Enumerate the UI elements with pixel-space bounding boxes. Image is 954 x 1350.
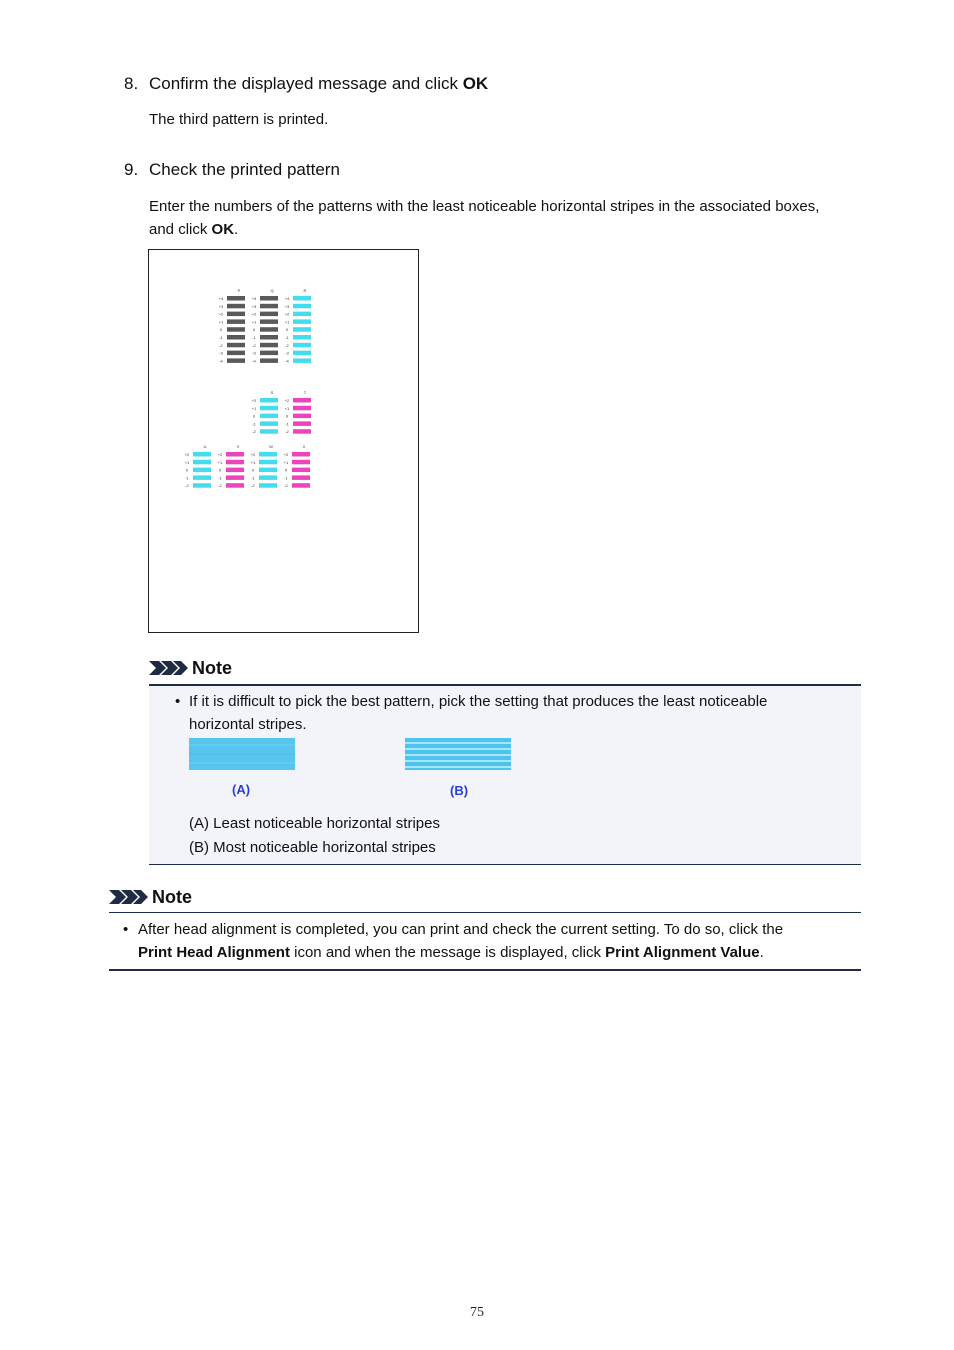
- group-1-pattern-bar: [293, 351, 311, 356]
- group-1-level-label: +2: [251, 311, 257, 317]
- group-3-level-label: 0: [185, 467, 189, 473]
- outer-note-header: [109, 887, 192, 908]
- group-1-level-label: +1: [251, 319, 257, 325]
- group-2-pattern-bar: [260, 406, 278, 411]
- group-1-level-label: -2: [285, 342, 289, 348]
- step-9-body-line1: Enter the numbers of the patterns with the least noticeable horizontal stripes in the associated boxes,: [149, 198, 820, 215]
- outer-note-bottom-rule: [109, 969, 861, 971]
- group-1-pattern-bar: [227, 312, 245, 317]
- group-1-pattern-bar: [293, 304, 311, 309]
- group-2-level-label: +1: [251, 405, 257, 411]
- group-1-level-label: -4: [252, 358, 256, 364]
- group-1-column-letter: R: [303, 288, 307, 293]
- group-2-pattern-bar: [260, 414, 278, 419]
- inner-note-text-line1: If it is difficult to pick the best pattern, pick the setting that produces the least noticeable: [189, 693, 768, 710]
- group-1-pattern-bar: [293, 335, 311, 340]
- swatch-a-least-stripes: [189, 738, 295, 770]
- step-9-body-line2: [149, 218, 869, 241]
- group-3-pattern-bar: [193, 468, 211, 473]
- group-1-level-label: -2: [252, 342, 256, 348]
- group-2-level-label: 0: [285, 413, 289, 419]
- group-3-pattern-bar: [226, 475, 244, 480]
- group-3-column-letter: U: [203, 444, 207, 449]
- group-1-pattern-bar: [227, 335, 245, 340]
- group-3-level-label: -1: [218, 475, 222, 481]
- group-3-level-label: +2: [184, 452, 190, 457]
- step-8-title: [149, 74, 488, 94]
- group-1-level-label: -3: [252, 350, 256, 356]
- group-3-level-label: -1: [185, 475, 189, 481]
- group-1-pattern-bar: [260, 296, 278, 301]
- group-2-pattern-bar: [293, 414, 311, 419]
- group-1-level-label: +4: [218, 296, 224, 301]
- group-1-pattern-bar: [260, 358, 278, 363]
- group-1-level-label: -3: [219, 350, 223, 356]
- step-9-body-line2-ok: OK: [211, 221, 235, 238]
- group-1-pattern-bar: [260, 335, 278, 340]
- swatch-a-label: (A): [232, 782, 251, 797]
- group-1-pattern-bar: [293, 296, 311, 301]
- inner-note-header: [149, 658, 232, 679]
- group-3-pattern-bar: [259, 460, 277, 465]
- outer-note-text-end: .: [759, 944, 764, 961]
- group-3-pattern-bar: [292, 483, 310, 488]
- group-1-level-label: +4: [284, 296, 290, 301]
- step-9-body: [149, 195, 869, 241]
- group-1-level-label: +3: [251, 303, 257, 309]
- group-2-pattern-bar: [260, 429, 278, 434]
- group-1-pattern-bar: [293, 319, 311, 324]
- group-1-pattern-bar: [260, 304, 278, 309]
- swatch-a-description: (A) Least noticeable horizontal stripes: [189, 815, 440, 832]
- group-1-level-label: -4: [219, 358, 223, 364]
- step-9-body-line2-suffix: .: [234, 221, 239, 238]
- outer-note-text-line1: After head alignment is completed, you can print and check the current setting. To do so, click the: [138, 921, 784, 938]
- printed-pattern-graphic: [149, 250, 418, 632]
- step-8-body: The third pattern is printed.: [149, 111, 329, 128]
- group-1-level-label: -1: [219, 335, 223, 340]
- group-1-pattern-bar: [260, 343, 278, 348]
- group-1-pattern-bar: [260, 312, 278, 317]
- group-1-pattern-bar: [293, 358, 311, 363]
- group-1-pattern-bar: [227, 358, 245, 363]
- print-head-alignment-term: Print Head Alignment: [138, 944, 290, 961]
- group-1-level-label: +2: [284, 311, 290, 317]
- group-1-pattern-bar: [227, 319, 245, 324]
- group-1-level-label: +4: [251, 296, 257, 301]
- group-3-pattern-bar: [226, 483, 244, 488]
- group-2-level-label: +2: [284, 398, 290, 403]
- outer-note-text-line2: [138, 941, 858, 964]
- group-2-pattern-bar: [293, 398, 311, 403]
- group-1-pattern-bar: [227, 343, 245, 348]
- group-3-pattern-bar: [193, 460, 211, 465]
- group-1-level-label: +3: [284, 303, 290, 309]
- group-3-level-label: +2: [217, 452, 223, 457]
- group-3-level-label: -1: [284, 475, 288, 481]
- group-1-pattern-bar: [260, 327, 278, 332]
- group-1-level-label: -4: [285, 358, 289, 364]
- outer-note-text: [138, 918, 858, 964]
- group-2-level-label: -1: [252, 421, 256, 427]
- step-9-title: Check the printed pattern: [149, 160, 340, 179]
- group-3-level-label: +1: [250, 459, 256, 465]
- printed-pattern-sheet: [148, 249, 419, 633]
- group-2-level-label: -1: [285, 421, 289, 427]
- inner-note-bottom-rule: [149, 864, 861, 865]
- group-3-pattern-bar: [292, 468, 310, 473]
- group-3-pattern-bar: [259, 452, 277, 457]
- inner-note-text: [189, 690, 849, 736]
- step-8-title-ok: OK: [462, 74, 489, 93]
- group-3-level-label: -2: [284, 483, 288, 489]
- group-3-pattern-bar: [292, 452, 310, 457]
- group-3-pattern-bar: [259, 483, 277, 488]
- group-1-pattern-bar: [227, 296, 245, 301]
- swatch-b-description: (B) Most noticeable horizontal stripes: [189, 839, 436, 856]
- group-3-level-label: +2: [283, 452, 289, 457]
- group-3-column-letter: W: [269, 444, 273, 449]
- group-1-pattern-bar: [260, 351, 278, 356]
- group-2-level-label: -2: [285, 429, 289, 435]
- group-1-level-label: -2: [219, 342, 223, 348]
- outer-note-top-rule: [109, 912, 861, 913]
- group-2-column-letter: T: [303, 390, 307, 395]
- group-1-level-label: -3: [285, 350, 289, 356]
- group-2-pattern-bar: [293, 421, 311, 426]
- inner-note-title: Note: [192, 658, 232, 678]
- group-3-pattern-bar: [226, 468, 244, 473]
- group-3-pattern-bar: [259, 468, 277, 473]
- step-8-title-text: Confirm the displayed message and click: [149, 74, 463, 93]
- group-2-pattern-bar: [260, 398, 278, 403]
- print-alignment-value-term: Print Alignment Value: [605, 944, 760, 961]
- group-1-column-letter: P: [237, 288, 241, 293]
- step-9-body-line2-prefix: and click: [149, 221, 212, 238]
- inner-note-body: [149, 686, 861, 864]
- group-3-column-letter: V: [236, 444, 240, 449]
- group-1-pattern-bar: [260, 319, 278, 324]
- group-3-pattern-bar: [193, 475, 211, 480]
- step-8-number: 8.: [124, 74, 139, 93]
- group-3-level-label: 0: [218, 467, 222, 473]
- group-3-level-label: +1: [217, 459, 223, 465]
- group-1-level-label: -1: [252, 335, 256, 340]
- group-3-level-label: 0: [251, 467, 255, 473]
- group-3-pattern-bar: [193, 483, 211, 488]
- group-3-pattern-bar: [226, 452, 244, 457]
- group-3-pattern-bar: [193, 452, 211, 457]
- group-3-pattern-bar: [259, 475, 277, 480]
- group-1-pattern-bar: [293, 327, 311, 332]
- group-1-pattern-bar: [227, 304, 245, 309]
- group-1-level-label: 0: [285, 327, 289, 333]
- group-3-column-letter: X: [302, 444, 306, 449]
- group-3-level-label: +1: [184, 459, 190, 465]
- swatch-b-most-stripes: [405, 738, 511, 770]
- step-9-number: 9.: [124, 160, 139, 179]
- inner-note-bullet: •: [175, 693, 181, 710]
- group-1-pattern-bar: [293, 343, 311, 348]
- group-3-pattern-bar: [292, 460, 310, 465]
- group-1-level-label: +2: [218, 311, 224, 317]
- group-2-pattern-bar: [260, 421, 278, 426]
- group-1-level-label: 0: [252, 327, 256, 333]
- group-2-column-letter: S: [270, 390, 274, 395]
- page-number: 75: [470, 1305, 484, 1320]
- outer-note-text-mid: icon and when the message is displayed, click: [289, 944, 606, 961]
- group-3-level-label: -1: [251, 475, 255, 481]
- group-3-level-label: -2: [218, 483, 222, 489]
- group-1-level-label: 0: [219, 327, 223, 333]
- group-1-level-label: -1: [285, 335, 289, 340]
- outer-note-bullet: •: [123, 921, 129, 938]
- note-chevrons-icon: [109, 889, 149, 905]
- inner-note-text-line2: horizontal stripes.: [189, 716, 307, 733]
- group-1-level-label: +1: [218, 319, 224, 325]
- group-1-pattern-bar: [227, 351, 245, 356]
- note-chevrons-icon: [149, 660, 189, 676]
- group-3-level-label: 0: [284, 467, 288, 473]
- group-3-level-label: -2: [251, 483, 255, 489]
- group-1-level-label: +3: [218, 303, 224, 309]
- group-2-level-label: 0: [252, 413, 256, 419]
- swatch-b-label: (B): [450, 783, 469, 798]
- group-2-level-label: +1: [284, 405, 290, 411]
- group-3-level-label: +1: [283, 459, 289, 465]
- group-2-level-label: -2: [252, 429, 256, 435]
- group-3-level-label: -2: [185, 483, 189, 489]
- group-3-pattern-bar: [292, 475, 310, 480]
- group-2-pattern-bar: [293, 429, 311, 434]
- group-3-level-label: +2: [250, 452, 256, 457]
- group-2-pattern-bar: [293, 406, 311, 411]
- group-1-column-letter: Q: [270, 288, 274, 293]
- group-1-pattern-bar: [293, 312, 311, 317]
- group-1-level-label: +1: [284, 319, 290, 325]
- group-3-pattern-bar: [226, 460, 244, 465]
- outer-note-title: Note: [152, 887, 192, 907]
- group-1-pattern-bar: [227, 327, 245, 332]
- group-2-level-label: +2: [251, 398, 257, 403]
